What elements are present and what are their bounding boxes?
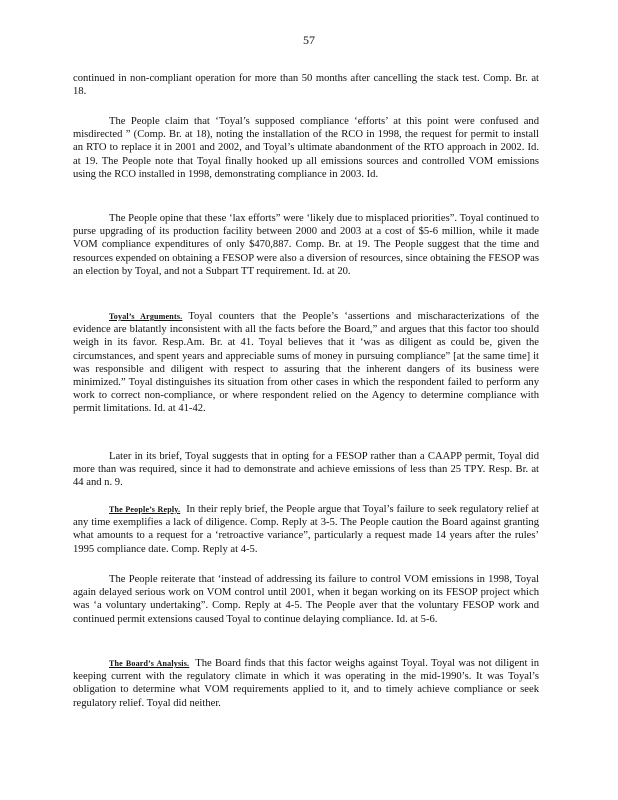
paragraph-text: Later in its brief, Toyal suggests that in opting for a FESOP rather than a CAAPP permit, Toyal did more than was required, since it had to demonstrate and achieve emissions of less than 25 TPY. Resp. Br. at 44 and n. 9. xyxy=(73,451,539,489)
paragraph-people-claim xyxy=(73,115,539,181)
paragraph-text: Toyal counters that the People’s ‘assertions and mischaracterizations of the evidence are blatantly inconsistent with all the facts before the Board,” and argues that this factor too should weigh in its favor. Resp.Am. Br. at 41. Toyal believes that it ‘was as diligent as could be, given the circumstances, and spent years and appreciable sums of money in pursuing compliance” [at the same time] it was responsible and diligent with respect to assuring that the inherent dangers of its business were minimized.” Toyal distinguishes its situation from other cases in which the respondent failed to perform any work to correct non-compliance, or where respondent relied on the Agency to determine compliance with permit limitations. Id. at 41-42. xyxy=(73,311,539,415)
paragraph-text: The People claim that ‘Toyal’s supposed compliance ‘efforts’ at this point were confused and misdirected ” (Comp. Br. at 18), noting the installation of the RCO in 1998, the request for permit to install an RTO to replace it in 2001 and 2002, and Toyal’s ultimate abandonment of the RTO approach in 2002. Id. at 19. The People note that Toyal finally hooked up all emissions sources and controlled VOM emissions using the RCO installed in 1998, demonstrating compliance in 2003. Id. xyxy=(73,116,539,180)
paragraph-people-reiterate xyxy=(73,573,539,626)
section-heading-peoples-reply: The People’s Reply. xyxy=(109,505,181,514)
paragraph-text: In their reply brief, the People argue that Toyal’s failure to seek regulatory relief at any time exemplifies a lack of diligence. Comp. Reply at 3-5. The People caution the Board against granting what amounts to a request for a ‘retroactive variance”, particularly a request made 14 years after the rules’ 1995 compliance date. Comp. Reply at 4-5. xyxy=(73,504,539,555)
paragraph-board-analysis xyxy=(73,657,539,710)
paragraph-later-in-brief xyxy=(73,450,539,490)
paragraph-text: continued in non-compliant operation for more than 50 months after cancelling the stack test. Comp. Br. at 18. xyxy=(73,73,539,98)
paragraph-continuation xyxy=(73,72,539,98)
page-number: 57 xyxy=(303,33,315,47)
paragraph-people-opine xyxy=(73,212,539,278)
section-heading-boards-analysis: The Board’s Analysis. xyxy=(109,659,190,668)
paragraph-text: The People opine that these ‘lax efforts” were ‘likely due to misplaced priorities”. Toyal continued to purse upgrading of its production facility between 2000 and 2003 at a cost of $5-6 million, while it made VOM compliance expenditures of only $470,887. Comp. Br. at 19. The People suggest that the time and resources expended on obtaining a FESOP were also a diversion of resources, since obtaining the FESOP was an election by Toyal, and not a Subpart TT requirement. Id. at 20. xyxy=(73,213,539,277)
paragraph-people-reply xyxy=(73,503,539,556)
paragraph-toyal-arguments xyxy=(73,310,539,416)
section-heading-toyal-arguments: Toyal’s Arguments. xyxy=(109,312,183,321)
paragraph-text: The People reiterate that ‘instead of addressing its failure to control VOM emissions in 1998, Toyal again delayed serious work on VOM control until 2001, when it began working on its FESOP project which was ‘a voluntary undertaking”. Comp. Reply at 4-5. The People aver that the voluntary FESOP work and continued permit extensions caused Toyal to continue delaying compliance. Id. at 5-6. xyxy=(73,574,539,625)
paragraph-text: The Board finds that this factor weighs against Toyal. Toyal was not diligent in keeping current with the regulatory climate in which it was operating in the mid-1990’s. It was Toyal’s obligation to determine what VOM requirements applied to it, and to timely achieve compliance or seek regulatory relief. Toyal did neither. xyxy=(73,658,540,709)
